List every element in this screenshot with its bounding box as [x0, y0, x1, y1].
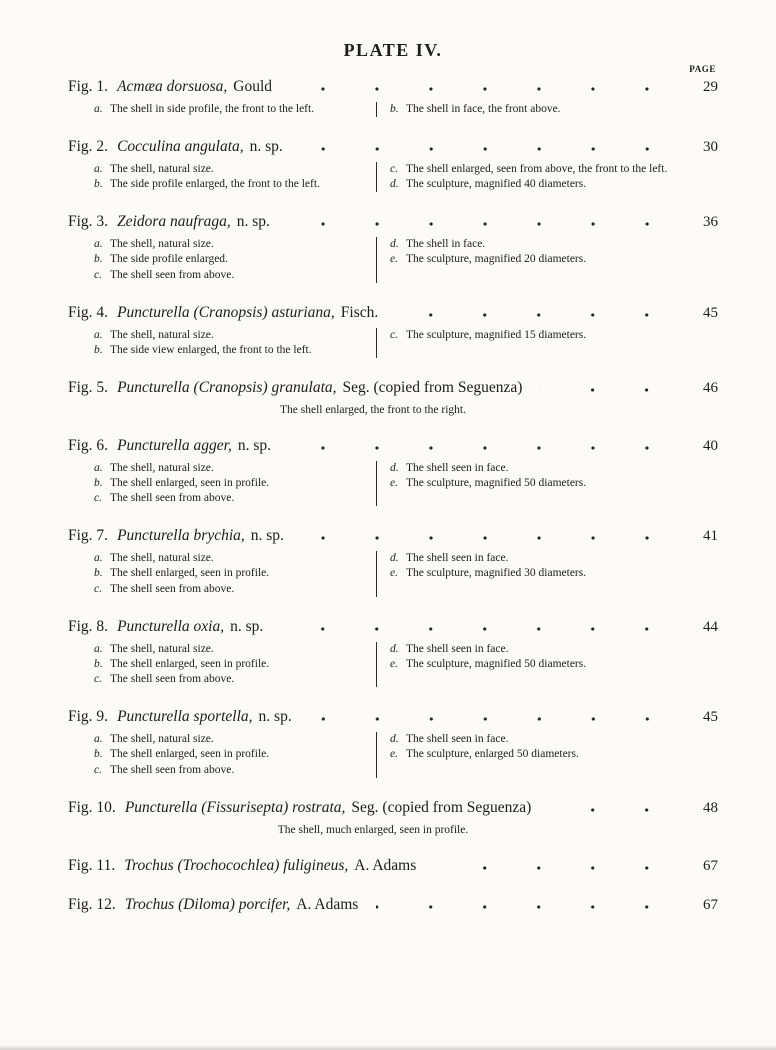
detail-column-right [377, 461, 718, 507]
detail-text: The sculpture, magnified 50 diameters. [406, 476, 587, 489]
figure-entry [68, 856, 718, 876]
detail-text: The shell seen from above. [110, 492, 235, 504]
page-column-label: PAGE [689, 64, 716, 74]
detail-letter: d. [390, 178, 399, 190]
figure-heading-line [68, 303, 718, 323]
figure-author: n. sp. [250, 527, 284, 545]
figure-label: Fig. 12. [68, 896, 116, 914]
dot-leaders [396, 313, 674, 317]
figure-detail-item [390, 461, 718, 475]
figure-detail-item [94, 177, 364, 191]
figure-entry [68, 303, 718, 358]
dot-leaders [376, 905, 674, 909]
dot-leaders [281, 627, 674, 631]
figure-species-name: Puncturella sportella, [117, 708, 253, 726]
dot-leaders [540, 388, 674, 392]
figure-heading-line [68, 378, 718, 398]
detail-text: The sculpture, magnified 30 diameters. [406, 567, 587, 580]
figure-heading-line [68, 77, 718, 97]
detail-letter: d. [390, 461, 399, 474]
figure-author: Fisch. [340, 303, 379, 321]
figure-heading-line [68, 137, 718, 157]
figure-detail-item [390, 328, 718, 342]
plate-title: PLATE IV. [343, 40, 443, 60]
detail-column-right [377, 102, 718, 117]
detail-letter: d. [390, 733, 399, 745]
figure-detail-item [390, 102, 718, 116]
figure-species-name: Puncturella (Cranopsis) asturiana, [117, 303, 335, 321]
figure-author: n. sp. [236, 213, 270, 231]
detail-letter: d. [390, 552, 399, 564]
figure-species-name: Puncturella oxia, [117, 617, 225, 635]
figure-detail-item [390, 747, 718, 761]
figure-author: n. sp. [230, 617, 264, 635]
detail-text: The shell enlarged, seen in profile. [110, 657, 270, 670]
detail-text: The shell, natural size. [110, 552, 214, 564]
detail-text: The shell enlarged, seen in profile. [110, 748, 270, 761]
figure-detail-item [94, 551, 364, 565]
figure-detail-item [94, 732, 364, 746]
figure-detail-item [94, 582, 364, 596]
dot-leaders [289, 446, 674, 450]
detail-letter: d. [390, 238, 399, 250]
figure-detail-block [94, 328, 718, 359]
detail-text: The shell seen from above. [110, 673, 235, 685]
detail-column-right [377, 237, 718, 283]
detail-letter: a. [94, 552, 103, 564]
detail-letter: b. [390, 102, 399, 115]
detail-letter: c. [94, 673, 102, 685]
detail-letter: a. [94, 733, 103, 745]
figure-page-number: 48 [703, 799, 718, 816]
figure-entry [68, 378, 718, 416]
detail-letter: d. [390, 642, 399, 655]
figure-heading-line [68, 212, 718, 232]
figure-label: Fig. 5. [68, 379, 109, 396]
detail-column-left [94, 551, 376, 597]
detail-column-right [377, 551, 718, 597]
figure-entry [68, 212, 718, 283]
figure-author: A. Adams [296, 896, 359, 914]
detail-text: The shell in side profile, the front to the left. [110, 102, 315, 115]
detail-text: The shell in face, the front above. [406, 102, 561, 115]
detail-text: The shell seen from above. [110, 268, 235, 281]
figure-detail-item [94, 672, 364, 686]
figure-list [68, 77, 718, 915]
detail-column-right [377, 642, 718, 688]
figure-detail-item [390, 476, 718, 490]
figure-detail-item [390, 566, 718, 580]
detail-letter: b. [94, 748, 103, 761]
detail-text: The shell, natural size. [110, 328, 214, 341]
figure-species-name: Puncturella brychia, [117, 527, 245, 545]
figure-detail-item [94, 252, 364, 266]
detail-text: The shell, natural size. [110, 642, 214, 655]
figure-heading-line [68, 436, 718, 456]
detail-text: The shell enlarged, seen in profile. [110, 567, 270, 580]
detail-text: The side profile enlarged, the front to the left. [110, 178, 320, 190]
detail-text: The sculpture, magnified 20 diameters. [406, 253, 587, 266]
figure-author: Gould [233, 78, 273, 95]
detail-column-left [94, 237, 376, 283]
figure-detail-item [94, 657, 364, 671]
detail-text: The shell enlarged, seen in profile. [110, 476, 270, 489]
detail-column-left [94, 102, 376, 117]
figure-heading-line [68, 798, 718, 818]
figure-species-name: Zeidora naufraga, [117, 213, 231, 231]
figure-page-number: 45 [703, 304, 718, 321]
figure-author: n. sp. [258, 708, 292, 726]
figure-page-number: 40 [703, 437, 718, 454]
detail-letter: e. [390, 657, 398, 670]
figure-detail-item [94, 328, 364, 342]
figure-detail-block [94, 642, 718, 688]
figure-detail-item [94, 102, 364, 116]
figure-detail-item [94, 642, 364, 656]
detail-text: The shell seen in face. [406, 461, 509, 474]
detail-column-right [377, 732, 718, 778]
detail-text: The side view enlarged, the front to the left. [110, 343, 312, 356]
figure-label: Fig. 8. [68, 617, 109, 635]
detail-letter: a. [94, 162, 103, 175]
figure-label: Fig. 10. [68, 798, 116, 816]
detail-letter: a. [94, 461, 103, 474]
figure-detail-block [94, 551, 718, 597]
figure-author: A. Adams [354, 856, 417, 874]
figure-detail-block [94, 237, 718, 283]
figure-page-number: 30 [703, 139, 718, 155]
detail-letter: a. [94, 642, 103, 655]
detail-letter: c. [94, 763, 102, 776]
detail-letter: a. [94, 102, 103, 115]
figure-detail-item [390, 177, 718, 191]
figure-page-number: 45 [703, 709, 718, 726]
detail-letter: b. [94, 657, 103, 670]
figure-label: Fig. 4. [68, 303, 109, 321]
figure-heading-line [68, 707, 718, 727]
dot-leaders [549, 808, 674, 812]
dot-leaders [310, 717, 674, 721]
dot-leaders [302, 536, 674, 540]
figure-detail-item [94, 566, 364, 580]
detail-column-left [94, 328, 376, 359]
figure-page-number: 29 [703, 79, 718, 95]
figure-entry [68, 798, 718, 836]
figure-detail-item [94, 747, 364, 761]
figure-author: Seg. (copied from Seguenza) [351, 798, 532, 816]
figure-detail-item [94, 237, 364, 251]
figure-species-name: Acmæa dorsuosa, [117, 78, 228, 95]
detail-column-left [94, 732, 376, 778]
figure-detail-item [390, 252, 718, 266]
detail-letter: e. [390, 476, 398, 489]
figure-page-number: 46 [703, 380, 718, 396]
figure-species-name: Puncturella (Fissurisepta) rostrata, [124, 798, 346, 816]
detail-text: The side profile enlarged. [110, 253, 228, 266]
detail-column-left [94, 642, 376, 688]
figure-page-number: 67 [703, 897, 718, 914]
figure-label: Fig. 11. [68, 856, 116, 874]
figure-detail-item [94, 461, 364, 475]
detail-text: The shell in face. [406, 238, 486, 250]
figure-detail-item [94, 268, 364, 282]
detail-letter: c. [94, 492, 102, 504]
detail-column-right [377, 162, 718, 193]
figure-entry [68, 526, 718, 597]
figure-detail-item [390, 642, 718, 656]
figure-detail-item [94, 162, 364, 176]
figure-heading-line [68, 856, 718, 876]
dot-leaders [290, 87, 674, 91]
detail-letter: c. [390, 162, 398, 175]
figure-detail-block [94, 732, 718, 778]
detail-text: The shell, natural size. [110, 162, 214, 175]
figure-detail-item [94, 476, 364, 490]
detail-column-left [94, 461, 376, 507]
dot-leaders [434, 866, 674, 870]
figure-page-number: 36 [703, 214, 718, 231]
figure-species-name: Cocculina angulata, [117, 138, 244, 155]
figure-detail-item [390, 551, 718, 565]
figure-detail-block [94, 102, 718, 117]
figure-entry [68, 707, 718, 778]
figure-detail-item [94, 763, 364, 777]
detail-text: The shell enlarged, seen from above, the front to the left. [406, 162, 668, 175]
figure-detail-block [94, 461, 718, 507]
figure-detail-item [94, 343, 364, 357]
figure-detail-item [94, 491, 364, 505]
detail-text: The sculpture, magnified 15 diameters. [406, 328, 587, 341]
figure-detail-item [390, 657, 718, 671]
detail-column-left [94, 162, 376, 193]
detail-letter: c. [390, 328, 398, 341]
figure-label: Fig. 2. [68, 138, 109, 155]
detail-letter: a. [94, 328, 103, 341]
figure-heading-line [68, 895, 718, 915]
detail-text: The sculpture, magnified 50 diameters. [406, 657, 587, 670]
detail-letter: b. [94, 253, 103, 266]
figure-note: The shell, much enlarged, seen in profile. [277, 823, 469, 836]
figure-entry [68, 895, 718, 915]
detail-column-right [377, 328, 718, 359]
figure-label: Fig. 7. [68, 527, 109, 545]
detail-text: The sculpture, magnified 40 diameters. [406, 178, 587, 190]
figure-detail-item [390, 162, 718, 176]
scan-edge-shadow [0, 1045, 776, 1050]
figure-species-name: Puncturella (Cranopsis) granulata, [117, 379, 337, 396]
figure-label: Fig. 3. [68, 213, 109, 231]
figure-detail-item [390, 732, 718, 746]
detail-text: The shell, natural size. [110, 733, 214, 745]
figure-page-number: 44 [703, 618, 718, 635]
figure-species-name: Trochus (Trochocochlea) fuligineus, [124, 856, 349, 874]
detail-letter: a. [94, 238, 103, 250]
dot-leaders [301, 147, 674, 151]
detail-letter: c. [94, 582, 102, 595]
detail-text: The shell seen in face. [406, 733, 509, 745]
figure-page-number: 41 [703, 528, 718, 545]
figure-heading-line [68, 617, 718, 637]
figure-heading-line [68, 526, 718, 546]
figure-entry [68, 617, 718, 688]
figure-entry [68, 436, 718, 507]
detail-text: The shell seen from above. [110, 763, 235, 776]
detail-text: The shell seen from above. [110, 582, 235, 595]
figure-entry [68, 77, 718, 117]
detail-text: The shell seen in face. [406, 552, 509, 564]
figure-author: Seg. (copied from Seguenza) [342, 379, 523, 396]
detail-letter: b. [94, 567, 103, 580]
detail-letter: c. [94, 268, 102, 281]
detail-text: The sculpture, enlarged 50 diameters. [406, 748, 579, 761]
figure-detail-block [94, 162, 718, 193]
figure-species-name: Puncturella agger, [117, 436, 232, 454]
figure-page-number: 67 [703, 857, 718, 874]
detail-letter: e. [390, 253, 398, 266]
detail-text: The shell seen in face. [406, 642, 509, 655]
figure-author: n. sp. [237, 436, 272, 454]
detail-letter: b. [94, 178, 103, 190]
detail-text: The shell, natural size. [110, 238, 214, 250]
figure-note: The shell enlarged, the front to the right. [280, 403, 466, 416]
figure-label: Fig. 9. [68, 708, 109, 726]
figure-entry [68, 137, 718, 192]
detail-letter: b. [94, 343, 103, 356]
detail-letter: e. [390, 567, 398, 580]
figure-label: Fig. 6. [68, 436, 109, 454]
figure-author: n. sp. [249, 138, 283, 155]
figure-detail-item [390, 237, 718, 251]
detail-letter: e. [390, 748, 398, 761]
dot-leaders [288, 222, 674, 226]
figure-label: Fig. 1. [68, 78, 109, 95]
figure-species-name: Trochus (Diloma) porcifer, [124, 896, 291, 914]
detail-letter: b. [94, 476, 103, 489]
detail-text: The shell, natural size. [110, 461, 214, 474]
